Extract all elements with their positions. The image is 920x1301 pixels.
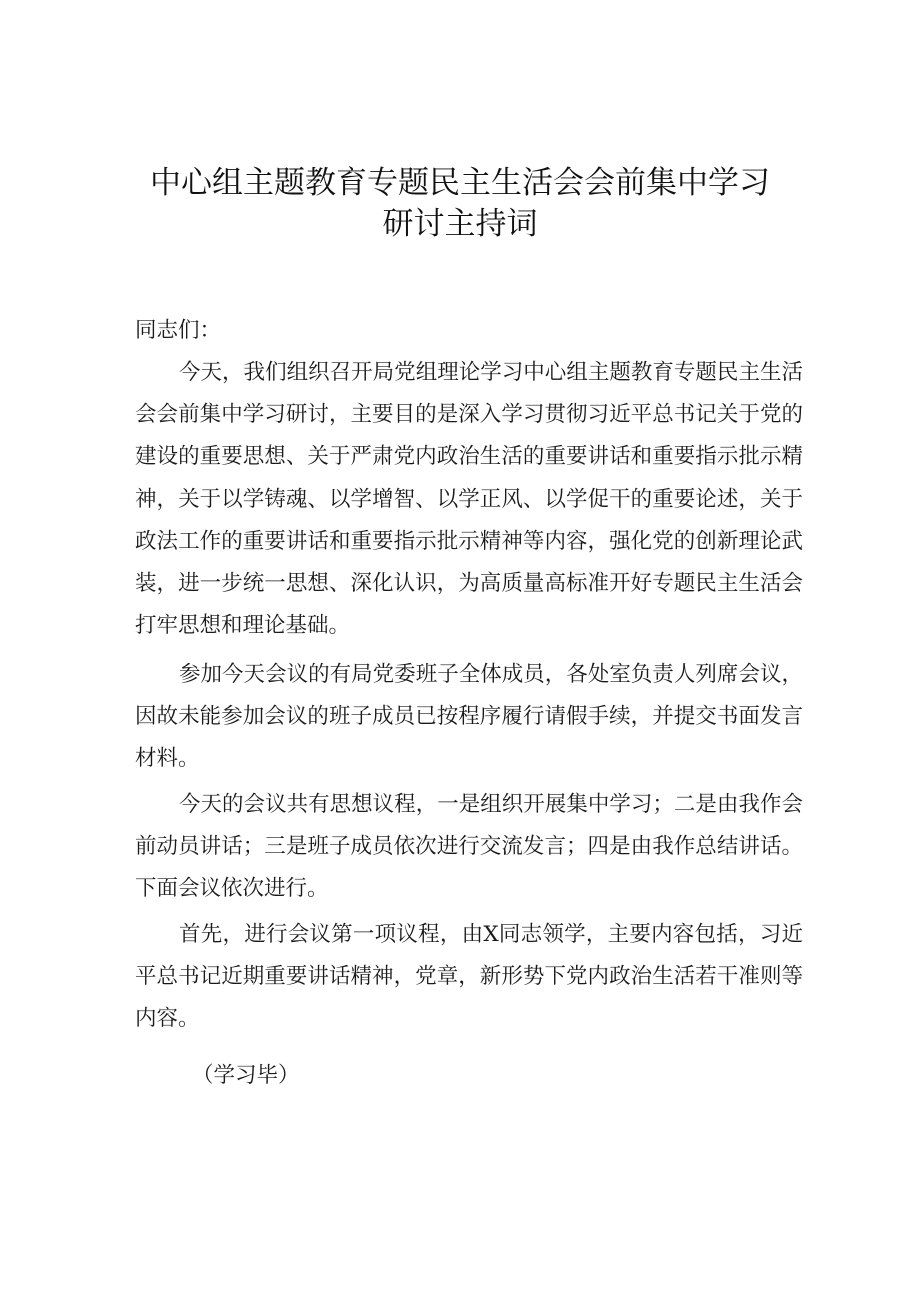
- paragraph-opening: 今天，我们组织召开局党组理论学习中心组主题教育专题民主生活会会前集中学习研讨，主要目的是深入学习贯彻习近平总书记关于党的建设的重要思想、关于严肃党内政治生活的重要讲话和重要指示批示精神，关于以学铸魂、以学增智、以学正风、以学促干的重要论述，关于政法工作的重要讲话和重要指示批示精神等内容，强化党的创新理论武装，进一步统一思想、深化认识，为高质量高标准开好专题民主生活会打牢思想和理论基础。: [135, 360, 803, 639]
- closing-note: （学习毕）: [192, 1063, 300, 1088]
- salutation: 同志们：: [135, 318, 222, 343]
- document-title-line-1: 中心组主题教育专题民主生活会会前集中学习: [150, 165, 770, 201]
- paragraph-first-item: 首先，进行会议第一项议程，由X同志领学，主要内容包括，习近平总书记近期重要讲话精神，党章，新形势下党内政治生活若干准则等内容。: [135, 922, 803, 1032]
- document-title-line-2: 研讨主持词: [382, 206, 538, 242]
- paragraph-attendance: 参加今天会议的有局党委班子全体成员，各处室负责人列席会议，因故未能参加会议的班子成员已按程序履行请假手续，并提交书面发言材料。: [135, 662, 803, 772]
- paragraph-agenda: 今天的会议共有思想议程，一是组织开展集中学习；二是由我作会前动员讲话；三是班子成员依次进行交流发言；四是由我作总结讲话。下面会议依次进行。: [135, 792, 803, 902]
